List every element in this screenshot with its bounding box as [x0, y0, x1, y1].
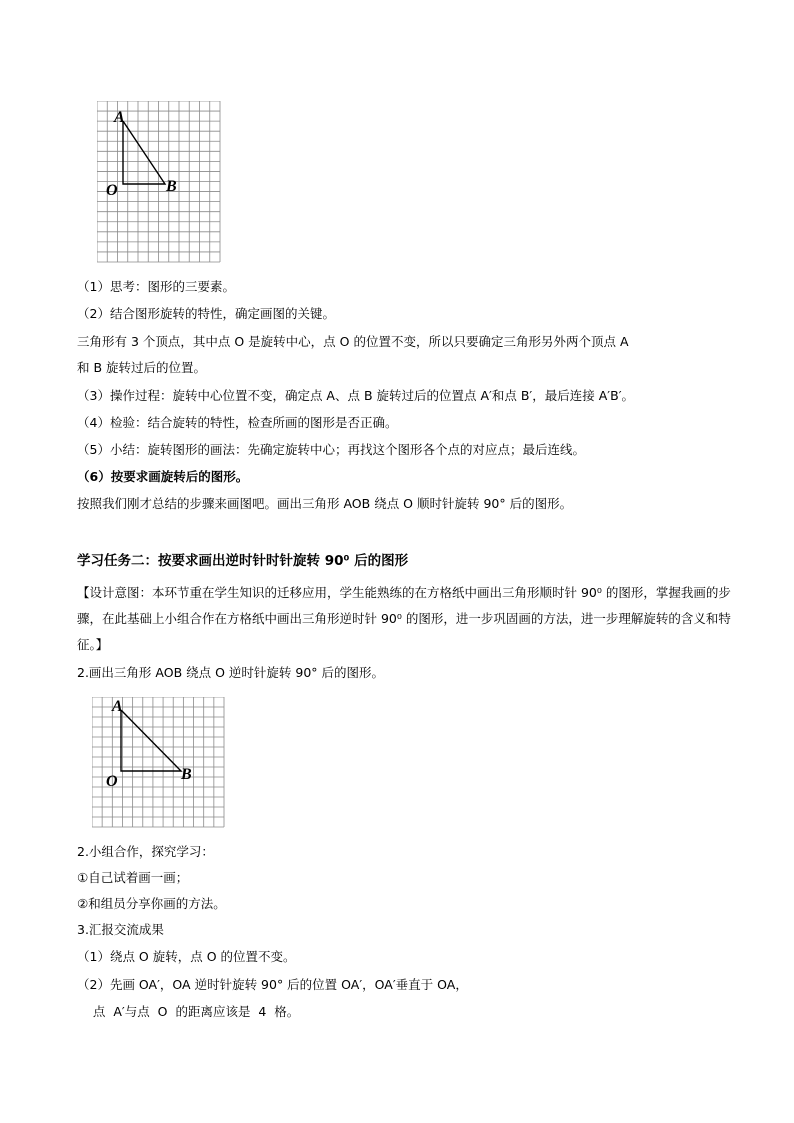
grid-figure-1 — [97, 101, 225, 266]
try-drawing: ①自己试着画一画； — [77, 870, 189, 885]
instruction-counterclockwise: 2.画出三角形 AOB 绕点 O 逆时针旋转 90° 后的图形。 — [77, 665, 385, 680]
instruction-clockwise: 按照我们刚才总结的步骤来画图吧。画出三角形 AOB 绕点 O 顺时针旋转 90° 后的图形。 — [77, 496, 573, 511]
step-check: （4）检验：结合旋转的特性，检查所画的图形是否正确。 — [77, 415, 398, 430]
result-2-cont: 点 A′与点 O 的距离应该是 4 格。 — [77, 1004, 300, 1019]
report-results: 3.汇报交流成果 — [77, 922, 164, 937]
explanation-line-2: 和 B 旋转过后的位置。 — [77, 360, 207, 375]
grid-figure-2 — [92, 697, 226, 829]
vertex-label-a: A — [112, 698, 123, 715]
step-operation: （3）操作过程：旋转中心位置不变，确定点 A、点 B 旋转过后的位置点 A′和点 B′，最后连接 A′B′。 — [77, 388, 635, 403]
vertex-label-o: O — [106, 182, 118, 199]
explanation-line-1: 三角形有 3 个顶点，其中点 O 是旋转中心，点 O 的位置不变，所以只要确定三角形另外两个顶点 A — [77, 334, 629, 349]
result-1: （1）绕点 O 旋转，点 O 的位置不变。 — [77, 949, 296, 964]
share-method: ②和组员分享你画的方法。 — [77, 896, 226, 911]
vertex-label-b: B — [166, 178, 177, 195]
grid-lines — [92, 697, 224, 827]
step-think: （1）思考：图形的三要素。 — [77, 279, 235, 294]
step-summary: （5）小结：旋转图形的画法：先确定旋转中心；再找这个图形各个点的对应点；最后连线。 — [77, 442, 585, 457]
step-combine: （2）结合图形旋转的特性，确定画图的关键。 — [77, 306, 335, 321]
vertex-label-o: O — [106, 773, 118, 790]
result-2: （2）先画 OA′，OA 逆时针旋转 90° 后的位置 OA′，OA′垂直于 OA， — [77, 977, 468, 992]
triangle-aob — [121, 710, 181, 771]
step-draw: （6）按要求画旋转后的图形。 — [77, 469, 249, 484]
vertex-label-b: B — [181, 766, 192, 783]
task2-heading: 学习任务二：按要求画出逆时针时针旋转 90⁰ 后的图形 — [77, 553, 409, 569]
design-intent: 【设计意图：本环节重在学生知识的迁移应用，学生能熟练的在方格纸中画出三角形顺时针 90⁰ 的图形，掌握我画的步骤，在此基础上小组合作在方格纸中画出三角形逆时针 90⁰ 的图形，进一步巩固画的方法，进一步理解旋转的含义和特征。】 — [77, 585, 731, 652]
vertex-label-a: A — [114, 109, 125, 126]
group-cooperation: 2.小组合作，探究学习： — [77, 844, 214, 859]
